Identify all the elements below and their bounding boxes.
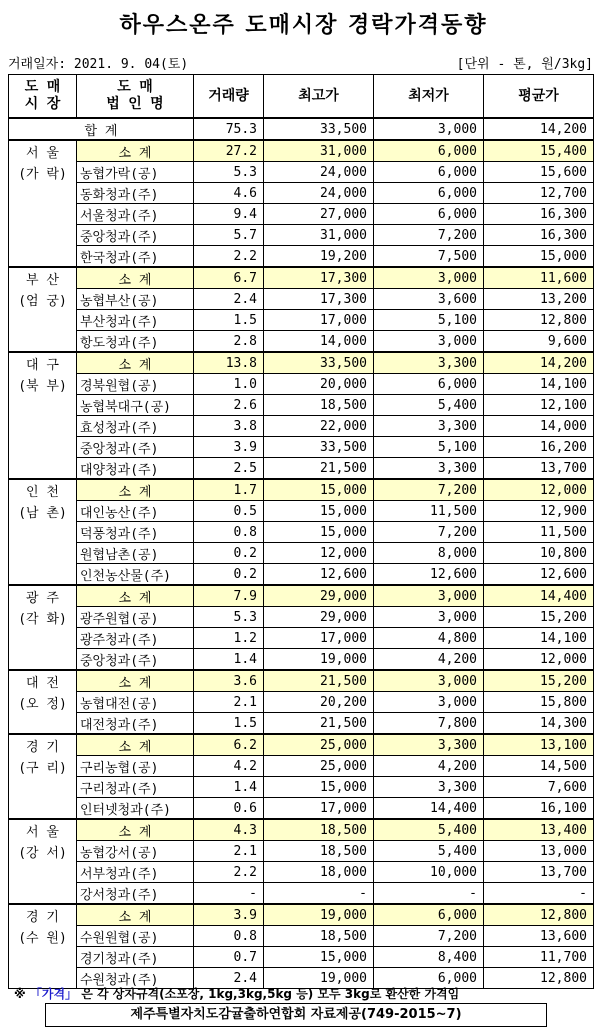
avg-price-cell: 12,800	[484, 968, 594, 989]
avg-price-cell: 13,700	[484, 862, 594, 883]
corp-name-cell: 소 계	[77, 585, 194, 607]
avg-price-cell: 16,300	[484, 204, 594, 225]
min-price-cell: 10,000	[374, 862, 484, 883]
corp-name-cell: 수원청과(주)	[77, 968, 194, 989]
corp-name-cell: 구리농협(공)	[77, 756, 194, 777]
avg-price-cell: 12,800	[484, 904, 594, 926]
max-price-cell: 15,000	[264, 522, 374, 543]
volume-cell: 1.5	[194, 310, 264, 331]
min-price-cell: 7,200	[374, 479, 484, 501]
table-row	[9, 289, 594, 310]
max-price-cell: 29,000	[264, 585, 374, 607]
corp-name-cell: 수원원협(공)	[77, 926, 194, 947]
volume-cell: 27.2	[194, 140, 264, 162]
min-price-cell: 3,300	[374, 352, 484, 374]
max-price-cell: 12,600	[264, 564, 374, 586]
volume-cell: 0.8	[194, 522, 264, 543]
volume-cell: 2.8	[194, 331, 264, 353]
header-volume: 거래량	[194, 75, 264, 119]
min-price-cell: 7,200	[374, 522, 484, 543]
max-price-cell: 21,500	[264, 713, 374, 735]
table-row	[9, 183, 594, 204]
max-price-cell: 12,000	[264, 543, 374, 564]
volume-cell: 2.2	[194, 246, 264, 268]
avg-price-cell: 14,400	[484, 585, 594, 607]
subtotal-row	[9, 904, 594, 926]
market-name-cell	[9, 267, 77, 352]
price-table	[8, 74, 594, 989]
table-row	[9, 926, 594, 947]
min-price-cell: 3,000	[374, 670, 484, 692]
table-row	[9, 501, 594, 522]
table-row	[9, 713, 594, 735]
corp-name-cell: 농협부산(공)	[77, 289, 194, 310]
max-price-cell: 19,200	[264, 246, 374, 268]
corp-name-cell: 한국청과(주)	[77, 246, 194, 268]
corp-name-cell: 농협북대구(공)	[77, 395, 194, 416]
table-row	[9, 756, 594, 777]
market-name-cell	[9, 140, 77, 267]
avg-price-cell: 14,100	[484, 628, 594, 649]
min-price-cell: 6,000	[374, 968, 484, 989]
table-row	[9, 777, 594, 798]
table-row	[9, 522, 594, 543]
header-row	[9, 75, 594, 119]
max-price-cell: -	[264, 883, 374, 905]
max-price-cell: 19,000	[264, 968, 374, 989]
volume-cell: 2.5	[194, 458, 264, 480]
header-avg: 평균가	[484, 75, 594, 119]
corp-name-cell: 중앙청과(주)	[77, 649, 194, 671]
max-price-cell: 27,000	[264, 204, 374, 225]
subtotal-row	[9, 734, 594, 756]
avg-price-cell: 13,400	[484, 819, 594, 841]
min-price-cell: 14,400	[374, 798, 484, 820]
volume-cell: 1.4	[194, 777, 264, 798]
max-price-cell: 24,000	[264, 162, 374, 183]
volume-cell: 1.5	[194, 713, 264, 735]
table-row	[9, 331, 594, 353]
market-name-cell	[9, 734, 77, 819]
max-price-cell: 18,500	[264, 926, 374, 947]
table-row	[9, 947, 594, 968]
avg-price-cell: 15,200	[484, 607, 594, 628]
min-price-cell: 3,300	[374, 416, 484, 437]
corp-name-cell: 소 계	[77, 479, 194, 501]
market-name-cell	[9, 670, 77, 734]
avg-price-cell: 16,100	[484, 798, 594, 820]
min-price-cell: 7,200	[374, 225, 484, 246]
total-min: 3,000	[374, 118, 484, 140]
header-corp	[77, 75, 194, 119]
volume-cell: 0.5	[194, 501, 264, 522]
header-market	[9, 75, 77, 119]
corp-name-cell: 원협남촌(공)	[77, 543, 194, 564]
max-price-cell: 25,000	[264, 756, 374, 777]
avg-price-cell: 11,600	[484, 267, 594, 289]
avg-price-cell: 10,800	[484, 543, 594, 564]
avg-price-cell: 14,500	[484, 756, 594, 777]
volume-cell: 1.7	[194, 479, 264, 501]
corp-name-cell: 광주원협(공)	[77, 607, 194, 628]
corp-name-cell: 소 계	[77, 267, 194, 289]
avg-price-cell: 13,600	[484, 926, 594, 947]
max-price-cell: 19,000	[264, 649, 374, 671]
corp-name-cell: 구리청과(주)	[77, 777, 194, 798]
market-name: 서 울	[26, 825, 59, 840]
corp-name-cell: 중앙청과(주)	[77, 437, 194, 458]
volume-cell: 2.6	[194, 395, 264, 416]
min-price-cell: 8,000	[374, 543, 484, 564]
market-location: (남 촌)	[18, 506, 67, 521]
volume-cell: 0.7	[194, 947, 264, 968]
header-market-line2: 시 장	[24, 96, 61, 112]
table-row	[9, 862, 594, 883]
volume-cell: -	[194, 883, 264, 905]
market-location: (구 리)	[18, 761, 67, 776]
subtotal-row	[9, 585, 594, 607]
avg-price-cell: 15,000	[484, 246, 594, 268]
avg-price-cell: 16,300	[484, 225, 594, 246]
max-price-cell: 17,300	[264, 267, 374, 289]
avg-price-cell: 11,700	[484, 947, 594, 968]
table-row	[9, 798, 594, 820]
volume-cell: 4.2	[194, 756, 264, 777]
volume-cell: 3.9	[194, 904, 264, 926]
table-row	[9, 692, 594, 713]
avg-price-cell: 12,000	[484, 649, 594, 671]
subheader	[8, 53, 593, 73]
volume-cell: 13.8	[194, 352, 264, 374]
corp-name-cell: 농협대전(공)	[77, 692, 194, 713]
corp-name-cell: 서울청과(주)	[77, 204, 194, 225]
min-price-cell: 4,200	[374, 756, 484, 777]
max-price-cell: 25,000	[264, 734, 374, 756]
corp-name-cell: 소 계	[77, 904, 194, 926]
corp-name-cell: 항도청과(주)	[77, 331, 194, 353]
max-price-cell: 31,000	[264, 225, 374, 246]
avg-price-cell: 15,200	[484, 670, 594, 692]
volume-cell: 4.3	[194, 819, 264, 841]
avg-price-cell: 13,000	[484, 841, 594, 862]
min-price-cell: 6,000	[374, 204, 484, 225]
table-row	[9, 162, 594, 183]
max-price-cell: 18,000	[264, 862, 374, 883]
market-name: 경 기	[26, 910, 59, 925]
avg-price-cell: 12,100	[484, 395, 594, 416]
min-price-cell: 3,000	[374, 585, 484, 607]
min-price-cell: 4,800	[374, 628, 484, 649]
corp-name-cell: 경북원협(공)	[77, 374, 194, 395]
market-location: (북 부)	[18, 379, 67, 394]
min-price-cell: 6,000	[374, 183, 484, 204]
min-price-cell: 6,000	[374, 374, 484, 395]
volume-cell: 5.7	[194, 225, 264, 246]
market-location: (각 화)	[18, 612, 67, 627]
max-price-cell: 18,500	[264, 841, 374, 862]
max-price-cell: 20,200	[264, 692, 374, 713]
min-price-cell: 7,200	[374, 926, 484, 947]
max-price-cell: 22,000	[264, 416, 374, 437]
corp-name-cell: 경기청과(주)	[77, 947, 194, 968]
max-price-cell: 18,500	[264, 395, 374, 416]
avg-price-cell: 15,400	[484, 140, 594, 162]
table-row	[9, 883, 594, 905]
min-price-cell: 4,200	[374, 649, 484, 671]
corp-name-cell: 소 계	[77, 352, 194, 374]
max-price-cell: 15,000	[264, 947, 374, 968]
min-price-cell: 3,300	[374, 777, 484, 798]
avg-price-cell: 14,100	[484, 374, 594, 395]
corp-name-cell: 서부청과(주)	[77, 862, 194, 883]
header-corp-line2: 법 인 명	[106, 96, 164, 112]
max-price-cell: 33,500	[264, 437, 374, 458]
max-price-cell: 14,000	[264, 331, 374, 353]
corp-name-cell: 덕풍청과(주)	[77, 522, 194, 543]
note-text: 은 각 상자규격(소포장, 1kg,3kg,5kg 등) 모두 3kg로 환산한 가격임	[81, 987, 460, 1001]
corp-name-cell: 대인농산(주)	[77, 501, 194, 522]
table-row	[9, 628, 594, 649]
note-mark: ※	[14, 987, 26, 1001]
avg-price-cell: 13,100	[484, 734, 594, 756]
market-location: (가 락)	[18, 167, 67, 182]
volume-cell: 0.2	[194, 564, 264, 586]
total-label: 합 계	[9, 118, 194, 140]
volume-cell: 2.2	[194, 862, 264, 883]
corp-name-cell: 소 계	[77, 734, 194, 756]
min-price-cell: 7,500	[374, 246, 484, 268]
corp-name-cell: 소 계	[77, 819, 194, 841]
price-note	[14, 985, 459, 1002]
market-name: 대 전	[26, 676, 59, 691]
volume-cell: 0.8	[194, 926, 264, 947]
max-price-cell: 17,000	[264, 628, 374, 649]
market-location: (오 정)	[18, 697, 67, 712]
corp-name-cell: 소 계	[77, 670, 194, 692]
avg-price-cell: 12,700	[484, 183, 594, 204]
avg-price-cell: 15,600	[484, 162, 594, 183]
avg-price-cell: 9,600	[484, 331, 594, 353]
corp-name-cell: 대양청과(주)	[77, 458, 194, 480]
subtotal-row	[9, 479, 594, 501]
max-price-cell: 17,300	[264, 289, 374, 310]
market-name-cell	[9, 585, 77, 670]
corp-name-cell: 동화청과(주)	[77, 183, 194, 204]
min-price-cell: 3,000	[374, 267, 484, 289]
market-name: 광 주	[26, 591, 59, 606]
corp-name-cell: 농협가락(공)	[77, 162, 194, 183]
table-row	[9, 458, 594, 480]
max-price-cell: 29,000	[264, 607, 374, 628]
max-price-cell: 17,000	[264, 798, 374, 820]
note-keyword: 「가격」	[29, 987, 78, 1001]
corp-name-cell: 부산청과(주)	[77, 310, 194, 331]
volume-cell: 2.4	[194, 289, 264, 310]
max-price-cell: 21,500	[264, 670, 374, 692]
avg-price-cell: 12,000	[484, 479, 594, 501]
table-row	[9, 225, 594, 246]
volume-cell: 0.2	[194, 543, 264, 564]
min-price-cell: 6,000	[374, 140, 484, 162]
min-price-cell: 5,100	[374, 310, 484, 331]
subtotal-row	[9, 670, 594, 692]
avg-price-cell: 16,200	[484, 437, 594, 458]
min-price-cell: 3,300	[374, 734, 484, 756]
max-price-cell: 17,000	[264, 310, 374, 331]
table-row	[9, 310, 594, 331]
table-row	[9, 564, 594, 586]
min-price-cell: 8,400	[374, 947, 484, 968]
total-max: 33,500	[264, 118, 374, 140]
min-price-cell: 7,800	[374, 713, 484, 735]
header-max: 최고가	[264, 75, 374, 119]
min-price-cell: -	[374, 883, 484, 905]
avg-price-cell: 7,600	[484, 777, 594, 798]
trade-date: 거래일자: 2021. 9. 04(토)	[8, 57, 189, 72]
volume-cell: 5.3	[194, 607, 264, 628]
max-price-cell: 15,000	[264, 501, 374, 522]
min-price-cell: 6,000	[374, 162, 484, 183]
volume-cell: 3.9	[194, 437, 264, 458]
total-row	[9, 118, 594, 140]
volume-cell: 1.2	[194, 628, 264, 649]
subtotal-row	[9, 352, 594, 374]
min-price-cell: 3,600	[374, 289, 484, 310]
max-price-cell: 15,000	[264, 479, 374, 501]
avg-price-cell: -	[484, 883, 594, 905]
volume-cell: 9.4	[194, 204, 264, 225]
volume-cell: 4.6	[194, 183, 264, 204]
subtotal-row	[9, 267, 594, 289]
subtotal-row	[9, 819, 594, 841]
market-name: 서 울	[26, 146, 59, 161]
header-min: 최저가	[374, 75, 484, 119]
market-location: (강 서)	[18, 846, 67, 861]
source-footer: 제주특별자치도감귤출하연합회 자료제공(749-2015~7)	[45, 1003, 547, 1027]
market-name-cell	[9, 819, 77, 904]
market-location: (엄 궁)	[18, 294, 67, 309]
corp-name-cell: 인천농산물(주)	[77, 564, 194, 586]
market-name: 부 산	[26, 273, 59, 288]
market-name: 대 구	[26, 358, 59, 373]
avg-price-cell: 14,000	[484, 416, 594, 437]
volume-cell: 2.4	[194, 968, 264, 989]
table-row	[9, 543, 594, 564]
min-price-cell: 5,400	[374, 819, 484, 841]
page-title: 하우스온주 도매시장 경락가격동향	[119, 13, 488, 38]
total-avg: 14,200	[484, 118, 594, 140]
avg-price-cell: 12,800	[484, 310, 594, 331]
avg-price-cell: 11,500	[484, 522, 594, 543]
table-row	[9, 374, 594, 395]
avg-price-cell: 14,300	[484, 713, 594, 735]
market-name-cell	[9, 479, 77, 585]
volume-cell: 0.6	[194, 798, 264, 820]
corp-name-cell: 농협강서(공)	[77, 841, 194, 862]
table-row	[9, 395, 594, 416]
total-volume: 75.3	[194, 118, 264, 140]
volume-cell: 5.3	[194, 162, 264, 183]
table-row	[9, 437, 594, 458]
table-row	[9, 416, 594, 437]
table-row	[9, 246, 594, 268]
corp-name-cell: 강서청과(주)	[77, 883, 194, 905]
min-price-cell: 5,100	[374, 437, 484, 458]
volume-cell: 1.0	[194, 374, 264, 395]
header-corp-line1: 도 매	[117, 79, 153, 95]
min-price-cell: 3,000	[374, 692, 484, 713]
market-location: (수 원)	[18, 931, 67, 946]
corp-name-cell: 소 계	[77, 140, 194, 162]
max-price-cell: 21,500	[264, 458, 374, 480]
min-price-cell: 3,000	[374, 331, 484, 353]
min-price-cell: 5,400	[374, 395, 484, 416]
avg-price-cell: 13,700	[484, 458, 594, 480]
unit-note: [단위 - 톤, 원/3kg]	[456, 57, 593, 72]
volume-cell: 1.4	[194, 649, 264, 671]
corp-name-cell: 광주청과(주)	[77, 628, 194, 649]
table-row	[9, 649, 594, 671]
market-name: 인 천	[26, 485, 59, 500]
volume-cell: 6.2	[194, 734, 264, 756]
min-price-cell: 3,300	[374, 458, 484, 480]
volume-cell: 3.8	[194, 416, 264, 437]
subtotal-row	[9, 140, 594, 162]
avg-price-cell: 15,800	[484, 692, 594, 713]
max-price-cell: 18,500	[264, 819, 374, 841]
min-price-cell: 3,000	[374, 607, 484, 628]
market-name-cell	[9, 904, 77, 989]
corp-name-cell: 효성청과(주)	[77, 416, 194, 437]
avg-price-cell: 12,600	[484, 564, 594, 586]
volume-cell: 2.1	[194, 841, 264, 862]
avg-price-cell: 12,900	[484, 501, 594, 522]
min-price-cell: 12,600	[374, 564, 484, 586]
max-price-cell: 15,000	[264, 777, 374, 798]
min-price-cell: 11,500	[374, 501, 484, 522]
volume-cell: 7.9	[194, 585, 264, 607]
avg-price-cell: 13,200	[484, 289, 594, 310]
market-name: 경 기	[26, 740, 59, 755]
avg-price-cell: 14,200	[484, 352, 594, 374]
volume-cell: 6.7	[194, 267, 264, 289]
max-price-cell: 20,000	[264, 374, 374, 395]
volume-cell: 3.6	[194, 670, 264, 692]
max-price-cell: 33,500	[264, 352, 374, 374]
table-row	[9, 841, 594, 862]
max-price-cell: 31,000	[264, 140, 374, 162]
min-price-cell: 6,000	[374, 904, 484, 926]
header-market-line1: 도 매	[24, 79, 61, 95]
table-row	[9, 607, 594, 628]
max-price-cell: 19,000	[264, 904, 374, 926]
table-row	[9, 204, 594, 225]
max-price-cell: 24,000	[264, 183, 374, 204]
corp-name-cell: 중앙청과(주)	[77, 225, 194, 246]
corp-name-cell: 대전청과(주)	[77, 713, 194, 735]
market-name-cell	[9, 352, 77, 479]
min-price-cell: 5,400	[374, 841, 484, 862]
corp-name-cell: 인터넷청과(주)	[77, 798, 194, 820]
volume-cell: 2.1	[194, 692, 264, 713]
